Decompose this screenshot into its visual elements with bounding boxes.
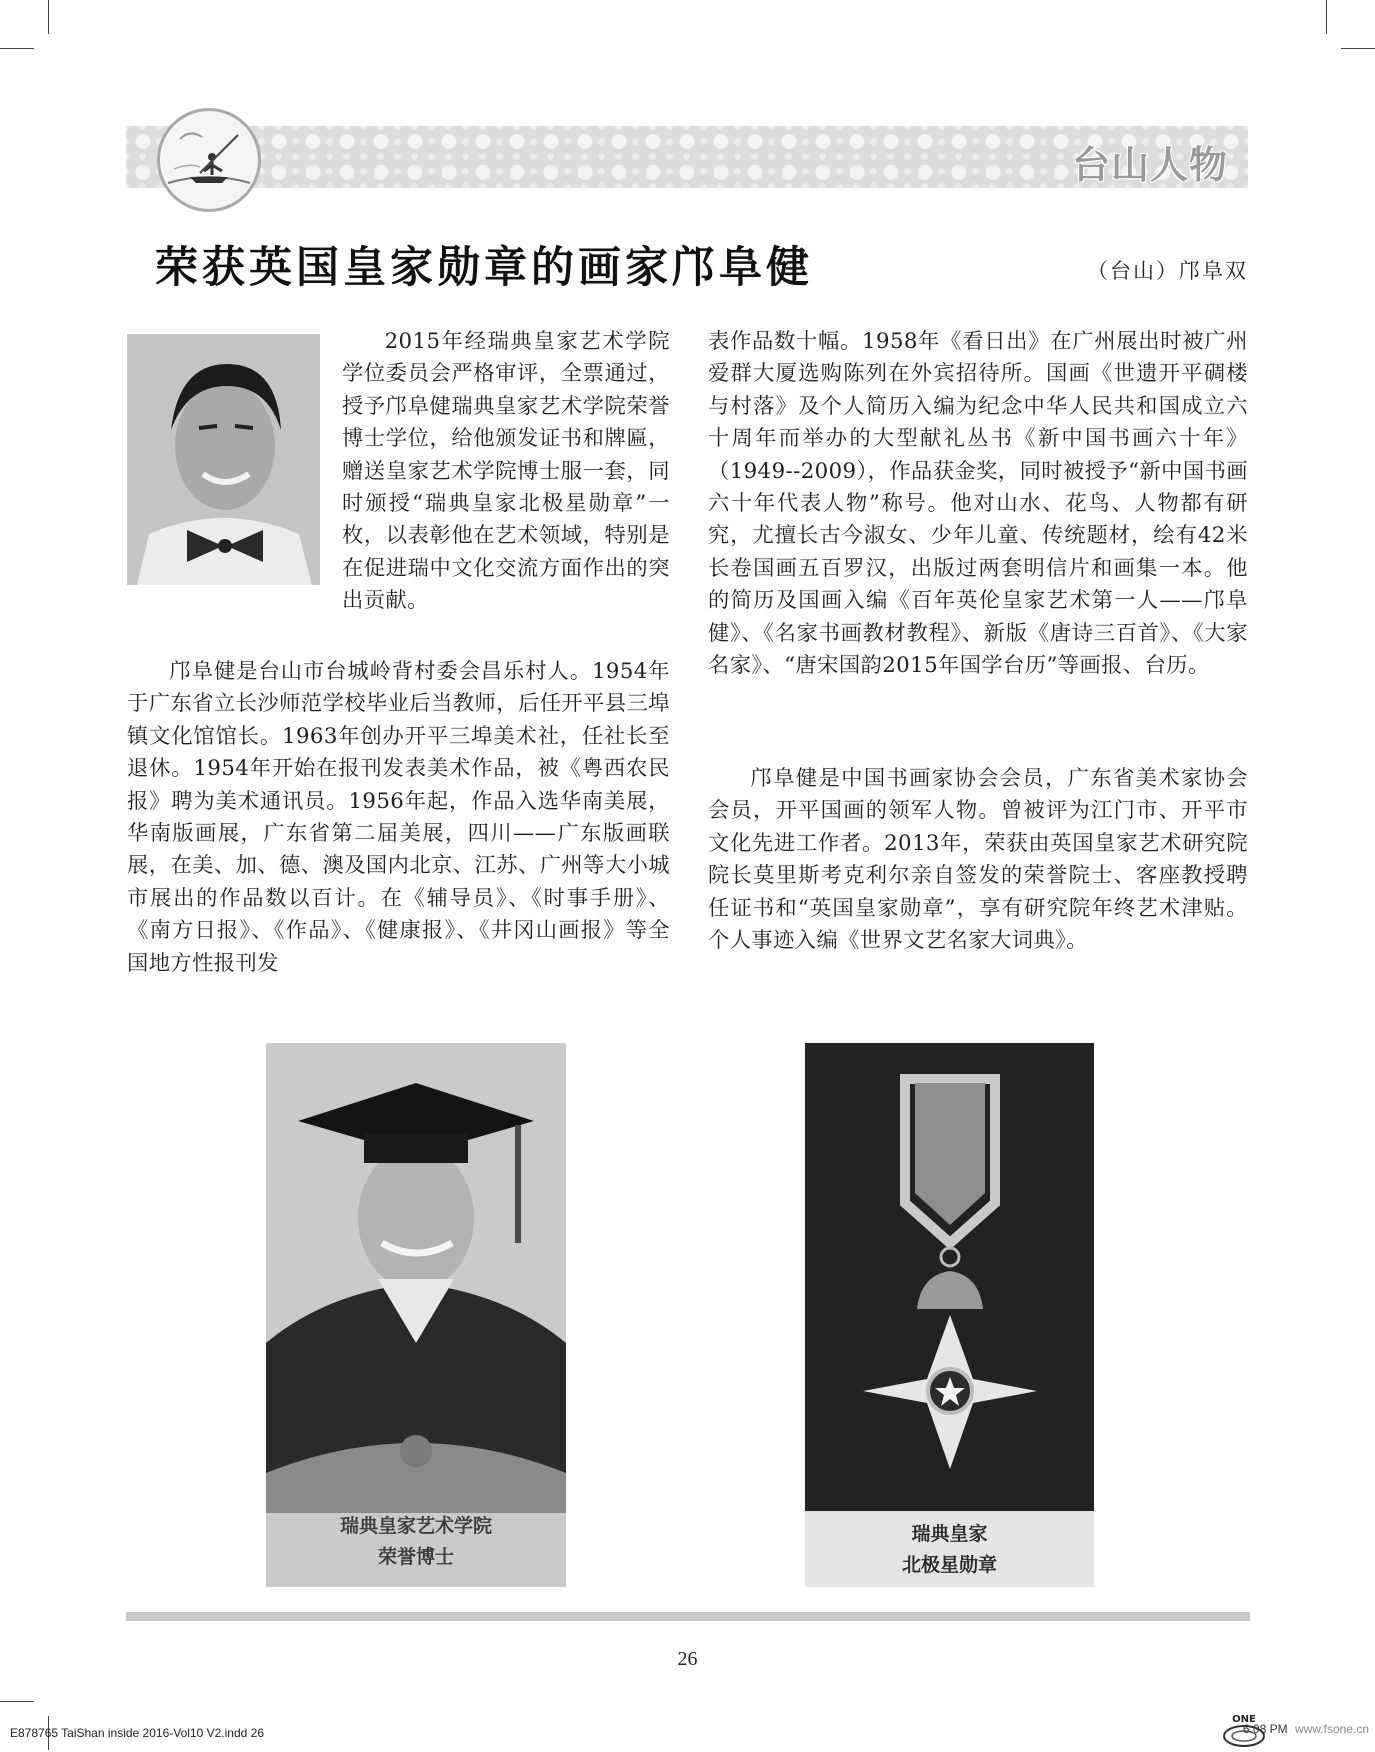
intro-paragraph: 2015年经瑞典皇家艺术学院学位委员会严格审评，全票通过，授予邝阜健瑞典皇家艺术学院荣誉博士学位，给他颁发证书和牌匾，赠送皇家艺术学院博士服一套，同时颁授“瑞典皇家北极星勋章”一枚，以表彰他在艺术领域，特别是在促进瑞中文化交流方面作出的突出贡献。: [342, 329, 670, 614]
footer-timestamp: [1243, 1722, 1369, 1736]
graduation-caption: [266, 1511, 566, 1573]
graduation-photo: [266, 1043, 566, 1587]
honors-paragraph: 邝阜健是中国书画家协会会员，广东省美术家协会会员，开平国画的领军人物。曾被评为江门市、开平市文化先进工作者。2013年，荣获由英国皇家艺术研究院院长莫里斯考克利尔亲自签发的荣誉院士、客座教授聘任证书和“英国皇家勋章”，享有研究院年终艺术津贴。个人事迹入编《世界文艺名家大词典》。: [708, 766, 1248, 954]
fisherman-emblem-icon: [157, 108, 261, 212]
article-byline: （台山）邝阜双: [1087, 259, 1248, 283]
article-title: 荣获英国皇家勋章的画家邝阜健: [155, 243, 813, 293]
graduation-caption-line2: 荣誉博士: [377, 1546, 454, 1568]
medal-caption-line2: 北极星勋章: [901, 1554, 997, 1576]
biography-paragraph: 邝阜健是台山市台城岭背村委会昌乐村人。1954年于广东省立长沙师范学校毕业后当教师，后任开平县三埠镇文化馆馆长。1963年创办开平三埠美术社，任社长至退休。1954年开始在报刊发表美术作品，被《粤西农民报》聘为美术通讯员。1956年起，作品入选华南美展，华南版画展，广东省第二届美展，四川——广东版画联展，在美、加、德、澳及国内北京、江苏、广州等大小城市展出的作品数以百计。在《辅导员》、《时事手册》、《南方日报》、《作品》、《健康报》、《井冈山画报》等全国地方性报刊发: [127, 659, 670, 976]
footer-rule: [126, 1612, 1250, 1621]
crop-mark: [1341, 48, 1375, 49]
crop-mark: [0, 48, 34, 49]
section-header-band: [126, 126, 1248, 188]
page-number: 26: [677, 1648, 698, 1670]
medal-caption: [805, 1511, 1094, 1587]
crop-mark: [1326, 0, 1327, 34]
file-info: E878765 TaiShan inside 2016-Vol10 V2.indd 26: [10, 1726, 264, 1740]
crop-mark: [48, 0, 49, 34]
works-paragraph: 表作品数十幅。1958年《看日出》在广州展出时被广州爱群大厦选购陈列在外宾招待所。国画《世遗开平碉楼与村落》及个人简历入编为纪念中华人民共和国成立六十周年而举办的大型献礼丛书《新中国书画六十年》（1949--2009），作品获金奖，同时被授予“新中国书画六十年代表人物”称号。他对山水、花鸟、人物都有研究，尤擅长古今淑女、少年儿童、传统题材，绘有42米长卷国画五百罗汉，出版过两套明信片和画集一本。他的简历及国画入编《百年英伦皇家艺术第一人——邝阜健》、《名家书画教材教程》、新版《唐诗三百首》、《大家名家》、“唐宋国韵2015年国学台历”等画报、台历。: [708, 329, 1248, 679]
medal-caption-line1: 瑞典皇家: [911, 1523, 988, 1545]
one-logo-text: ONE: [1232, 1714, 1256, 1725]
footer-site: www.fsone.cn: [1294, 1722, 1369, 1736]
footer-time: 6:08 PM: [1242, 1722, 1288, 1736]
crop-mark: [0, 1701, 34, 1702]
section-label: 台山人物: [1071, 143, 1228, 187]
medal-photo: [805, 1043, 1094, 1587]
portrait-photo: [127, 334, 320, 585]
graduation-caption-line1: 瑞典皇家艺术学院: [339, 1515, 492, 1537]
